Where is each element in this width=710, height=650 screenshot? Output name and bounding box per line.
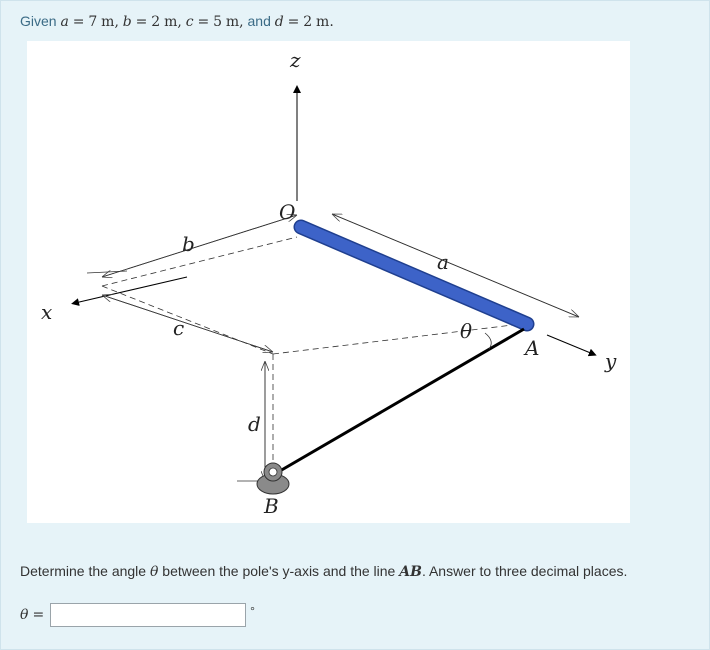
- eq-b: =: [135, 14, 148, 30]
- answer-eq: =: [32, 607, 45, 623]
- val-d: 2: [303, 14, 313, 30]
- q-after: . Answer to three decimal places.: [421, 563, 628, 579]
- eq-d: =: [287, 14, 300, 30]
- x-axis: [75, 277, 187, 303]
- var-c: c: [185, 14, 194, 30]
- given-prefix: Given: [20, 13, 57, 29]
- q-ab: AB: [399, 564, 422, 580]
- cable-ab: [273, 329, 524, 475]
- and-word: and: [247, 13, 271, 29]
- pole-diagram: [27, 41, 630, 523]
- val-a: 7: [88, 14, 98, 30]
- question-text: [20, 563, 627, 580]
- label-a: a: [437, 250, 449, 274]
- label-point-a: A: [525, 336, 540, 360]
- given-statement: [20, 13, 334, 30]
- label-c: c: [173, 316, 185, 340]
- answer-row: [20, 601, 255, 629]
- theta-arc: [485, 333, 491, 349]
- unit-b: m: [164, 14, 178, 30]
- q-theta: θ: [149, 564, 159, 580]
- eq-c: =: [197, 14, 210, 30]
- label-x: x: [41, 300, 53, 324]
- period: .: [329, 14, 334, 30]
- construction-lines: [102, 237, 521, 481]
- unit-a: m: [101, 14, 115, 30]
- y-axis: [547, 335, 593, 354]
- label-z: z: [290, 48, 301, 72]
- unit-c: m: [225, 14, 240, 30]
- unit-d: m: [316, 14, 330, 30]
- label-b: b: [182, 232, 195, 256]
- label-o: O: [279, 200, 296, 224]
- comma-c: ,: [239, 14, 244, 30]
- var-b: b: [122, 14, 132, 30]
- label-theta: θ: [460, 319, 473, 343]
- answer-symbol: θ: [20, 607, 29, 623]
- val-b: 2: [151, 14, 161, 30]
- answer-input[interactable]: [50, 603, 246, 627]
- pole: [301, 227, 527, 324]
- comma-b: ,: [177, 14, 182, 30]
- val-c: 5: [213, 14, 222, 30]
- label-point-b: B: [264, 494, 279, 518]
- q-before: Determine the angle: [20, 563, 147, 579]
- label-d: d: [248, 412, 261, 436]
- eq-a: =: [72, 14, 85, 30]
- var-a: a: [60, 14, 69, 30]
- degree-unit: °: [250, 604, 255, 618]
- var-d: d: [274, 14, 284, 30]
- diagram-svg: [27, 41, 630, 523]
- label-y: y: [605, 349, 617, 373]
- comma-a: ,: [114, 14, 119, 30]
- q-middle: between the pole's y-axis and the line: [162, 563, 396, 579]
